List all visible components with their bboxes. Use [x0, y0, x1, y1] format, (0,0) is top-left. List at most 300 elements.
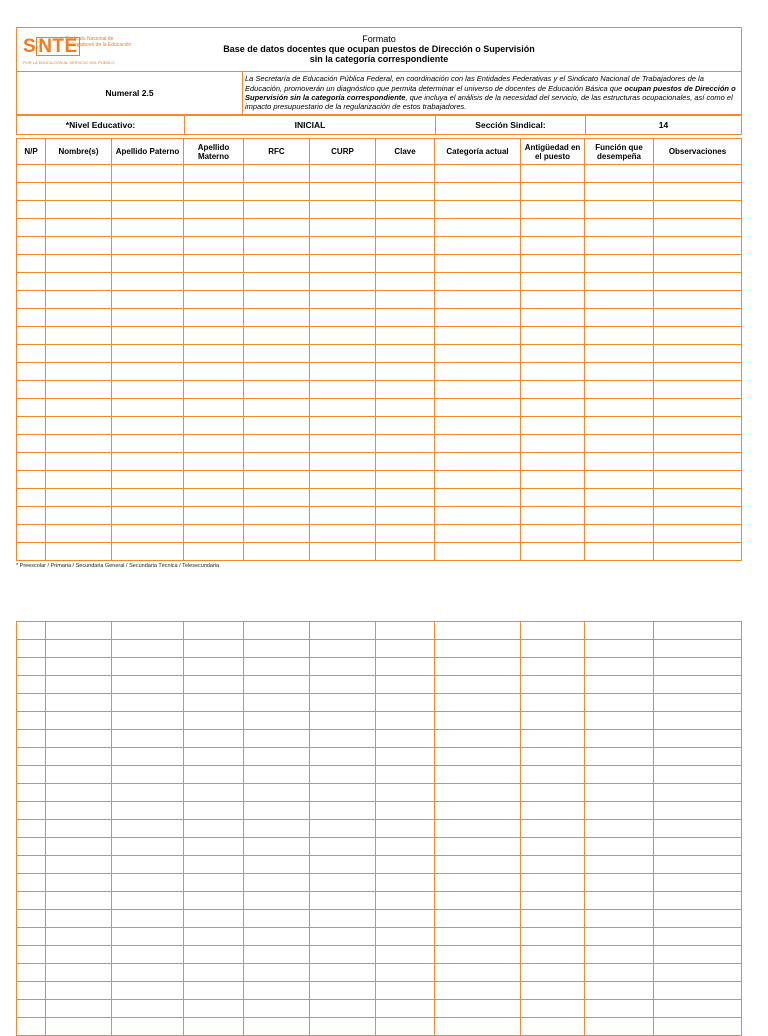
table-cell[interactable]: [521, 291, 585, 309]
table-cell[interactable]: [112, 712, 184, 730]
table-cell[interactable]: [435, 982, 521, 1000]
table-cell[interactable]: [376, 622, 435, 640]
table-cell[interactable]: [654, 543, 742, 561]
table-cell[interactable]: [17, 838, 46, 856]
table-cell[interactable]: [585, 640, 654, 658]
table-cell[interactable]: [435, 676, 521, 694]
table-cell[interactable]: [435, 802, 521, 820]
table-cell[interactable]: [310, 622, 376, 640]
table-cell[interactable]: [244, 399, 310, 417]
table-cell[interactable]: [184, 543, 244, 561]
table-cell[interactable]: [521, 856, 585, 874]
table-cell[interactable]: [585, 892, 654, 910]
table-cell[interactable]: [184, 507, 244, 525]
table-cell[interactable]: [244, 255, 310, 273]
table-cell[interactable]: [184, 1000, 244, 1018]
table-cell[interactable]: [112, 219, 184, 237]
table-cell[interactable]: [46, 712, 112, 730]
table-cell[interactable]: [184, 640, 244, 658]
table-cell[interactable]: [376, 802, 435, 820]
table-cell[interactable]: [112, 309, 184, 327]
table-cell[interactable]: [435, 712, 521, 730]
table-cell[interactable]: [17, 237, 46, 255]
table-cell[interactable]: [17, 201, 46, 219]
table-cell[interactable]: [184, 381, 244, 399]
table-cell[interactable]: [184, 892, 244, 910]
table-cell[interactable]: [585, 183, 654, 201]
table-cell[interactable]: [46, 453, 112, 471]
table-cell[interactable]: [521, 1000, 585, 1018]
table-cell[interactable]: [46, 237, 112, 255]
table-cell[interactable]: [310, 676, 376, 694]
table-cell[interactable]: [46, 820, 112, 838]
table-cell[interactable]: [17, 183, 46, 201]
table-cell[interactable]: [376, 255, 435, 273]
table-cell[interactable]: [310, 165, 376, 183]
table-cell[interactable]: [46, 856, 112, 874]
table-cell[interactable]: [376, 640, 435, 658]
table-cell[interactable]: [585, 489, 654, 507]
table-cell[interactable]: [654, 892, 742, 910]
table-cell[interactable]: [310, 658, 376, 676]
table-cell[interactable]: [654, 237, 742, 255]
table-cell[interactable]: [654, 928, 742, 946]
table-cell[interactable]: [17, 658, 46, 676]
table-cell[interactable]: [46, 946, 112, 964]
table-cell[interactable]: [310, 820, 376, 838]
table-cell[interactable]: [521, 622, 585, 640]
table-cell[interactable]: [112, 435, 184, 453]
table-cell[interactable]: [435, 928, 521, 946]
table-cell[interactable]: [310, 345, 376, 363]
table-cell[interactable]: [585, 345, 654, 363]
table-cell[interactable]: [654, 273, 742, 291]
table-cell[interactable]: [184, 345, 244, 363]
table-cell[interactable]: [112, 820, 184, 838]
table-cell[interactable]: [17, 399, 46, 417]
table-cell[interactable]: [17, 363, 46, 381]
table-cell[interactable]: [46, 910, 112, 928]
table-cell[interactable]: [310, 712, 376, 730]
table-cell[interactable]: [17, 255, 46, 273]
table-cell[interactable]: [435, 784, 521, 802]
table-cell[interactable]: [112, 748, 184, 766]
table-cell[interactable]: [310, 219, 376, 237]
table-cell[interactable]: [521, 946, 585, 964]
table-cell[interactable]: [654, 856, 742, 874]
table-cell[interactable]: [112, 345, 184, 363]
table-cell[interactable]: [184, 471, 244, 489]
table-cell[interactable]: [435, 219, 521, 237]
table-cell[interactable]: [521, 507, 585, 525]
table-cell[interactable]: [521, 201, 585, 219]
table-cell[interactable]: [521, 892, 585, 910]
table-cell[interactable]: [435, 453, 521, 471]
table-cell[interactable]: [310, 291, 376, 309]
table-cell[interactable]: [521, 183, 585, 201]
table-cell[interactable]: [310, 525, 376, 543]
table-cell[interactable]: [435, 892, 521, 910]
table-cell[interactable]: [184, 784, 244, 802]
table-cell[interactable]: [17, 327, 46, 345]
table-cell[interactable]: [17, 471, 46, 489]
table-cell[interactable]: [244, 435, 310, 453]
table-cell[interactable]: [521, 543, 585, 561]
table-cell[interactable]: [184, 363, 244, 381]
table-cell[interactable]: [17, 1000, 46, 1018]
table-cell[interactable]: [654, 694, 742, 712]
table-cell[interactable]: [435, 910, 521, 928]
table-cell[interactable]: [244, 219, 310, 237]
table-cell[interactable]: [46, 928, 112, 946]
table-cell[interactable]: [654, 730, 742, 748]
table-cell[interactable]: [310, 802, 376, 820]
table-cell[interactable]: [585, 946, 654, 964]
table-cell[interactable]: [184, 658, 244, 676]
table-cell[interactable]: [184, 201, 244, 219]
table-cell[interactable]: [244, 489, 310, 507]
table-cell[interactable]: [112, 622, 184, 640]
table-cell[interactable]: [435, 658, 521, 676]
table-cell[interactable]: [585, 982, 654, 1000]
table-cell[interactable]: [376, 273, 435, 291]
table-cell[interactable]: [310, 640, 376, 658]
table-cell[interactable]: [244, 676, 310, 694]
table-cell[interactable]: [376, 910, 435, 928]
table-cell[interactable]: [585, 165, 654, 183]
table-cell[interactable]: [17, 748, 46, 766]
table-cell[interactable]: [310, 309, 376, 327]
table-cell[interactable]: [521, 363, 585, 381]
table-cell[interactable]: [435, 874, 521, 892]
table-cell[interactable]: [46, 892, 112, 910]
table-cell[interactable]: [585, 471, 654, 489]
table-cell[interactable]: [244, 471, 310, 489]
table-cell[interactable]: [244, 291, 310, 309]
table-cell[interactable]: [310, 766, 376, 784]
table-cell[interactable]: [17, 622, 46, 640]
table-cell[interactable]: [17, 766, 46, 784]
table-cell[interactable]: [654, 345, 742, 363]
table-cell[interactable]: [244, 856, 310, 874]
table-cell[interactable]: [585, 910, 654, 928]
table-cell[interactable]: [376, 489, 435, 507]
table-cell[interactable]: [310, 982, 376, 1000]
table-cell[interactable]: [112, 273, 184, 291]
table-cell[interactable]: [112, 874, 184, 892]
table-cell[interactable]: [46, 309, 112, 327]
table-cell[interactable]: [585, 1000, 654, 1018]
table-cell[interactable]: [46, 874, 112, 892]
table-cell[interactable]: [184, 676, 244, 694]
table-cell[interactable]: [46, 640, 112, 658]
table-cell[interactable]: [112, 291, 184, 309]
table-cell[interactable]: [435, 507, 521, 525]
table-cell[interactable]: [184, 910, 244, 928]
table-cell[interactable]: [17, 856, 46, 874]
table-cell[interactable]: [376, 1000, 435, 1018]
table-cell[interactable]: [585, 381, 654, 399]
table-cell[interactable]: [435, 622, 521, 640]
table-cell[interactable]: [17, 165, 46, 183]
table-cell[interactable]: [435, 291, 521, 309]
table-cell[interactable]: [184, 309, 244, 327]
table-cell[interactable]: [521, 381, 585, 399]
table-cell[interactable]: [376, 856, 435, 874]
table-cell[interactable]: [17, 309, 46, 327]
table-cell[interactable]: [521, 453, 585, 471]
table-cell[interactable]: [244, 640, 310, 658]
table-cell[interactable]: [376, 766, 435, 784]
table-cell[interactable]: [435, 381, 521, 399]
table-cell[interactable]: [585, 1018, 654, 1036]
table-cell[interactable]: [244, 964, 310, 982]
table-cell[interactable]: [310, 892, 376, 910]
table-cell[interactable]: [376, 982, 435, 1000]
table-cell[interactable]: [521, 345, 585, 363]
table-cell[interactable]: [376, 507, 435, 525]
table-cell[interactable]: [46, 327, 112, 345]
table-cell[interactable]: [376, 694, 435, 712]
table-cell[interactable]: [244, 507, 310, 525]
table-cell[interactable]: [46, 982, 112, 1000]
table-cell[interactable]: [244, 892, 310, 910]
table-cell[interactable]: [585, 219, 654, 237]
table-cell[interactable]: [184, 291, 244, 309]
table-cell[interactable]: [435, 165, 521, 183]
table-cell[interactable]: [376, 291, 435, 309]
table-cell[interactable]: [46, 201, 112, 219]
table-cell[interactable]: [585, 766, 654, 784]
table-cell[interactable]: [435, 1018, 521, 1036]
table-cell[interactable]: [17, 291, 46, 309]
table-cell[interactable]: [184, 255, 244, 273]
table-cell[interactable]: [435, 820, 521, 838]
table-cell[interactable]: [585, 802, 654, 820]
table-cell[interactable]: [310, 381, 376, 399]
table-cell[interactable]: [654, 658, 742, 676]
table-cell[interactable]: [310, 417, 376, 435]
table-cell[interactable]: [244, 453, 310, 471]
table-cell[interactable]: [46, 1018, 112, 1036]
table-cell[interactable]: [184, 712, 244, 730]
table-cell[interactable]: [112, 802, 184, 820]
table-cell[interactable]: [46, 219, 112, 237]
table-cell[interactable]: [184, 219, 244, 237]
table-cell[interactable]: [310, 910, 376, 928]
table-cell[interactable]: [376, 964, 435, 982]
table-cell[interactable]: [654, 489, 742, 507]
table-cell[interactable]: [376, 525, 435, 543]
table-cell[interactable]: [654, 399, 742, 417]
table-cell[interactable]: [244, 183, 310, 201]
table-cell[interactable]: [521, 165, 585, 183]
table-cell[interactable]: [585, 237, 654, 255]
table-cell[interactable]: [244, 982, 310, 1000]
table-cell[interactable]: [521, 820, 585, 838]
table-cell[interactable]: [435, 435, 521, 453]
table-cell[interactable]: [17, 820, 46, 838]
table-cell[interactable]: [654, 201, 742, 219]
table-cell[interactable]: [184, 856, 244, 874]
table-cell[interactable]: [376, 712, 435, 730]
table-cell[interactable]: [654, 874, 742, 892]
table-cell[interactable]: [244, 784, 310, 802]
table-cell[interactable]: [521, 748, 585, 766]
table-cell[interactable]: [244, 910, 310, 928]
table-cell[interactable]: [376, 874, 435, 892]
table-cell[interactable]: [654, 820, 742, 838]
table-cell[interactable]: [244, 946, 310, 964]
table-cell[interactable]: [521, 399, 585, 417]
table-cell[interactable]: [585, 748, 654, 766]
table-cell[interactable]: [435, 964, 521, 982]
table-cell[interactable]: [46, 183, 112, 201]
table-cell[interactable]: [435, 471, 521, 489]
table-cell[interactable]: [17, 676, 46, 694]
table-cell[interactable]: [585, 964, 654, 982]
table-cell[interactable]: [184, 399, 244, 417]
table-cell[interactable]: [17, 964, 46, 982]
table-cell[interactable]: [435, 255, 521, 273]
table-cell[interactable]: [46, 273, 112, 291]
table-cell[interactable]: [376, 417, 435, 435]
table-cell[interactable]: [244, 381, 310, 399]
table-cell[interactable]: [46, 748, 112, 766]
table-cell[interactable]: [654, 219, 742, 237]
table-cell[interactable]: [310, 435, 376, 453]
table-cell[interactable]: [435, 399, 521, 417]
table-cell[interactable]: [521, 255, 585, 273]
table-cell[interactable]: [244, 802, 310, 820]
table-cell[interactable]: [376, 543, 435, 561]
table-cell[interactable]: [184, 417, 244, 435]
table-cell[interactable]: [244, 766, 310, 784]
table-cell[interactable]: [17, 507, 46, 525]
table-cell[interactable]: [184, 802, 244, 820]
table-cell[interactable]: [17, 1018, 46, 1036]
table-cell[interactable]: [435, 838, 521, 856]
table-cell[interactable]: [585, 363, 654, 381]
table-cell[interactable]: [184, 982, 244, 1000]
table-cell[interactable]: [310, 928, 376, 946]
table-cell[interactable]: [244, 273, 310, 291]
table-cell[interactable]: [310, 363, 376, 381]
table-cell[interactable]: [310, 453, 376, 471]
table-cell[interactable]: [310, 784, 376, 802]
table-cell[interactable]: [585, 874, 654, 892]
table-cell[interactable]: [244, 417, 310, 435]
table-cell[interactable]: [112, 928, 184, 946]
table-cell[interactable]: [654, 525, 742, 543]
table-cell[interactable]: [46, 525, 112, 543]
table-cell[interactable]: [435, 327, 521, 345]
table-cell[interactable]: [244, 838, 310, 856]
table-cell[interactable]: [244, 712, 310, 730]
table-cell[interactable]: [585, 435, 654, 453]
table-cell[interactable]: [46, 802, 112, 820]
table-cell[interactable]: [112, 982, 184, 1000]
table-cell[interactable]: [46, 730, 112, 748]
table-cell[interactable]: [310, 1000, 376, 1018]
table-cell[interactable]: [17, 712, 46, 730]
table-cell[interactable]: [521, 237, 585, 255]
table-cell[interactable]: [184, 453, 244, 471]
table-cell[interactable]: [184, 928, 244, 946]
table-cell[interactable]: [310, 489, 376, 507]
table-cell[interactable]: [17, 453, 46, 471]
table-cell[interactable]: [521, 1018, 585, 1036]
table-cell[interactable]: [184, 820, 244, 838]
table-cell[interactable]: [435, 946, 521, 964]
table-cell[interactable]: [654, 622, 742, 640]
seccion-value[interactable]: 14: [586, 116, 742, 135]
table-cell[interactable]: [112, 964, 184, 982]
table-cell[interactable]: [376, 730, 435, 748]
table-cell[interactable]: [244, 237, 310, 255]
table-cell[interactable]: [435, 237, 521, 255]
table-cell[interactable]: [654, 982, 742, 1000]
table-cell[interactable]: [184, 1018, 244, 1036]
table-cell[interactable]: [654, 417, 742, 435]
table-cell[interactable]: [112, 327, 184, 345]
table-cell[interactable]: [585, 784, 654, 802]
table-cell[interactable]: [46, 622, 112, 640]
table-cell[interactable]: [46, 694, 112, 712]
table-cell[interactable]: [17, 345, 46, 363]
table-cell[interactable]: [46, 838, 112, 856]
table-cell[interactable]: [112, 856, 184, 874]
table-cell[interactable]: [17, 273, 46, 291]
table-cell[interactable]: [310, 273, 376, 291]
table-cell[interactable]: [112, 676, 184, 694]
table-cell[interactable]: [376, 453, 435, 471]
table-cell[interactable]: [46, 291, 112, 309]
table-cell[interactable]: [585, 856, 654, 874]
table-cell[interactable]: [376, 363, 435, 381]
table-cell[interactable]: [17, 946, 46, 964]
table-cell[interactable]: [112, 658, 184, 676]
table-cell[interactable]: [184, 273, 244, 291]
table-cell[interactable]: [310, 748, 376, 766]
table-cell[interactable]: [112, 694, 184, 712]
table-cell[interactable]: [521, 838, 585, 856]
table-cell[interactable]: [184, 748, 244, 766]
table-cell[interactable]: [521, 730, 585, 748]
table-cell[interactable]: [521, 525, 585, 543]
table-cell[interactable]: [521, 694, 585, 712]
table-cell[interactable]: [435, 543, 521, 561]
table-cell[interactable]: [112, 201, 184, 219]
table-cell[interactable]: [17, 730, 46, 748]
table-cell[interactable]: [244, 327, 310, 345]
table-cell[interactable]: [521, 766, 585, 784]
table-cell[interactable]: [376, 820, 435, 838]
table-cell[interactable]: [310, 543, 376, 561]
table-cell[interactable]: [112, 399, 184, 417]
table-cell[interactable]: [184, 730, 244, 748]
table-cell[interactable]: [310, 730, 376, 748]
table-cell[interactable]: [112, 1018, 184, 1036]
table-cell[interactable]: [112, 784, 184, 802]
table-cell[interactable]: [654, 766, 742, 784]
table-cell[interactable]: [376, 471, 435, 489]
table-cell[interactable]: [112, 489, 184, 507]
table-cell[interactable]: [521, 640, 585, 658]
table-cell[interactable]: [184, 964, 244, 982]
table-cell[interactable]: [654, 640, 742, 658]
table-cell[interactable]: [521, 327, 585, 345]
